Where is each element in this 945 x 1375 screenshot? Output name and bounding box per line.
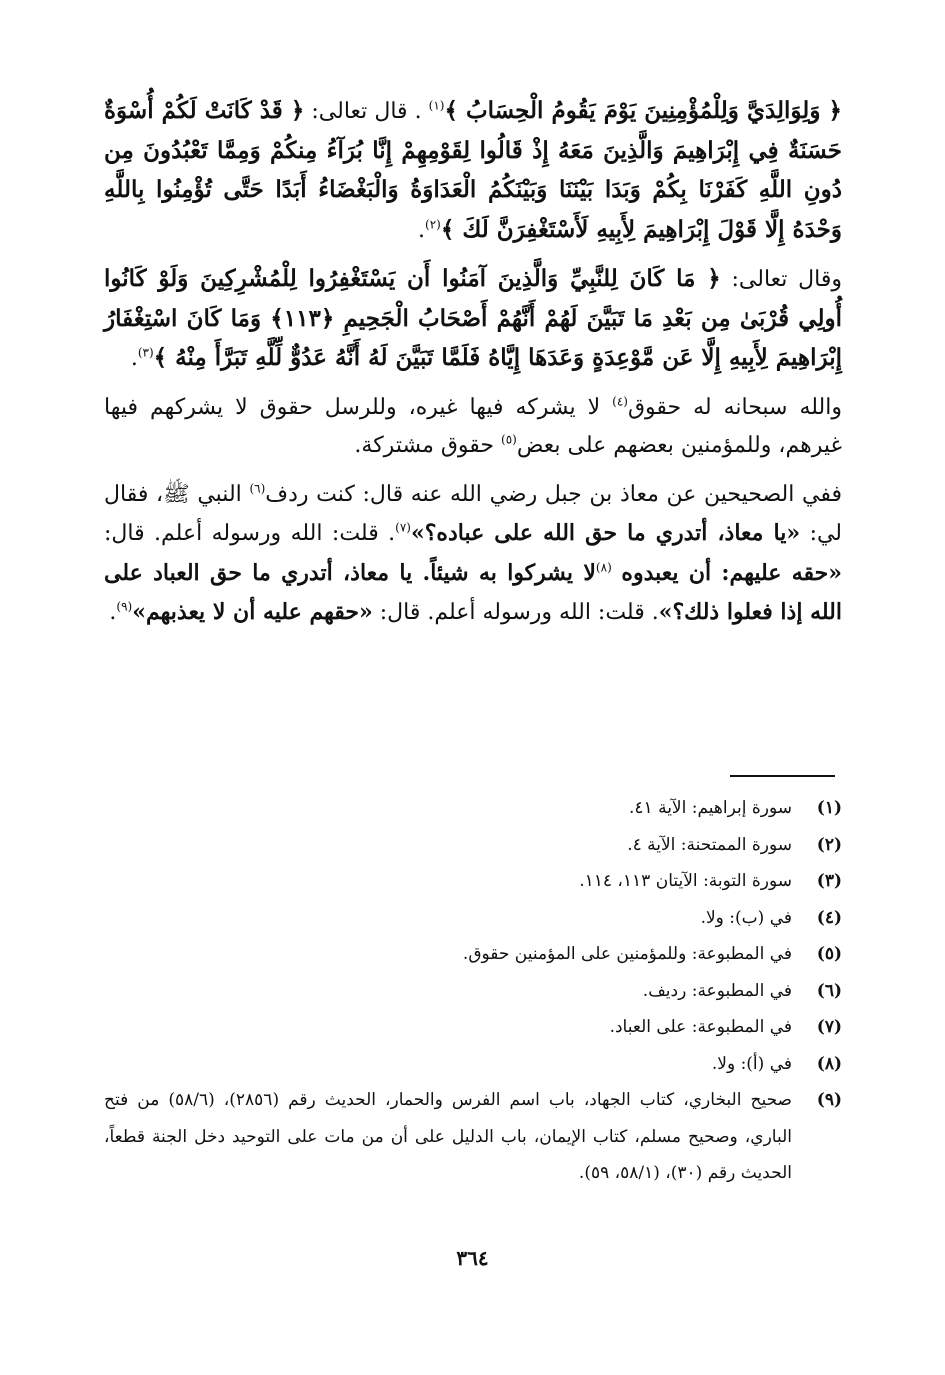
text: النبي ﷺ، فقال لي: bbox=[104, 481, 843, 546]
page-number: ٣٦٤ bbox=[456, 1246, 489, 1270]
footnote-ref: (٢) bbox=[425, 217, 441, 232]
text: . bbox=[109, 600, 117, 625]
text: وقال تعالى: bbox=[731, 267, 842, 292]
footnote-ref: (٤) bbox=[612, 394, 628, 409]
main-text bbox=[104, 92, 842, 633]
footnote-ref: (٨) bbox=[595, 560, 612, 575]
footnote-number: (٣) bbox=[816, 871, 842, 891]
text: لا يشركه فيها غيره، وللرسل حقوق لا يشركهم فيها غيرهم، وللمؤمنين بعضهم على بعض bbox=[104, 394, 842, 458]
footnote-item bbox=[104, 1082, 842, 1192]
footnote-number: (٩) bbox=[816, 1090, 842, 1110]
footnote-ref: (٣) bbox=[137, 345, 154, 360]
footnote-item bbox=[104, 790, 842, 827]
text: . bbox=[418, 217, 426, 243]
footnote-item bbox=[104, 863, 842, 900]
text: والله سبحانه له حقوق bbox=[627, 394, 842, 420]
footnote-text: في (أ): ولا. bbox=[711, 1053, 792, 1074]
footnote-text: في المطبوعة: على العباد. bbox=[609, 1017, 792, 1037]
text: حقوق مشتركة. bbox=[354, 433, 495, 458]
quran-verse: ﴿ مَا كَانَ لِلنَّبِيِّ وَالَّذِينَ آمَنُوا أَن يَسْتَغْفِرُوا لِلْمُشْرِكِينَ وَلَوْ كَانُوا أُولِي قُرْبَىٰ مِن بَعْدِ مَا تَبَيَّنَ لَهُمْ أَنَّهُمْ أَصْحَابُ الْجَحِيمِ ﴿١١٣﴾ وَمَا كَانَ اسْتِغْفَارُ إِبْرَاهِيمَ لِأَبِيهِ إِلَّا عَن مَّوْعِدَةٍ وَعَدَهَا إِيَّاهُ فَلَمَّا تَبَيَّنَ لَهُ أَنَّهُ عَدُوٌّ لِّلَّهِ تَبَرَّأَ مِنْهُ ﴾ bbox=[104, 265, 842, 371]
footnote-ref: (٧) bbox=[395, 520, 411, 535]
footnote-text: سورة الممتحنة: الآية ٤. bbox=[627, 834, 792, 855]
footnote-item bbox=[104, 1046, 842, 1083]
footnote-text: في المطبوعة: رديف. bbox=[642, 980, 792, 1001]
footnote-number: (١) bbox=[816, 798, 842, 818]
hadith-quote: لا يشركوا به شيئاً. يا معاذ، أتدري ما حق العباد على الله إذا فعلوا ذلك؟» bbox=[104, 559, 842, 625]
footnote-number: (٤) bbox=[816, 907, 842, 928]
footnote-number: (٦) bbox=[816, 980, 842, 1001]
footnote-number: (٢) bbox=[816, 834, 842, 855]
quran-verse: ﴿ وَلِوَالِدَيَّ وَلِلْمُؤْمِنِينَ يَوْمَ يَقُومُ الْحِسَابُ ﴾ bbox=[444, 97, 842, 124]
footnote-number: (٥) bbox=[816, 944, 842, 964]
footnote-text: صحيح البخاري، كتاب الجهاد، باب اسم الفرس والحمار، الحديث رقم (٢٨٥٦)، (٥٨/٦) من فتح الباري، وصحيح مسلم، كتاب الإيمان، باب الدليل على أن من مات على التوحيد دخل الجنة قطعاً، الحديث رقم (٣٠)، (٥٨/١، ٥٩). bbox=[104, 1090, 792, 1183]
footnote-item bbox=[104, 1009, 842, 1046]
footnote-item bbox=[104, 827, 842, 864]
footnotes bbox=[104, 790, 842, 1192]
footnote-ref: (١) bbox=[428, 98, 445, 113]
text: . bbox=[130, 346, 138, 371]
footnote-item bbox=[104, 973, 842, 1010]
footnote-ref: (٥) bbox=[501, 432, 517, 447]
text: . قلت: الله ورسوله أعلم. قال: bbox=[379, 600, 659, 625]
footnote-text: في المطبوعة: وللمؤمنين على المؤمنين حقوق. bbox=[462, 944, 792, 964]
paragraph-3 bbox=[104, 389, 842, 466]
footnote-text: في (ب): ولا. bbox=[700, 907, 792, 928]
footnote-item bbox=[104, 936, 842, 973]
footnote-number: (٨) bbox=[816, 1053, 842, 1074]
hadith-quote: «يا معاذ، أتدري ما حق الله على عباده؟» bbox=[410, 520, 801, 546]
paragraph-1 bbox=[104, 92, 842, 250]
footnote-number: (٧) bbox=[816, 1017, 842, 1037]
hadith-quote: «حقهم عليه أن لا يعذبهم» bbox=[132, 599, 373, 625]
quran-verse: ﴿ قَدْ كَانَتْ لَكُمْ أُسْوَةٌ حَسَنَةٌ فِي إِبْرَاهِيمَ وَالَّذِينَ مَعَهُ إِذْ قَالُوا لِقَوْمِهِمْ إِنَّا بُرَآءُ مِنكُمْ وَمِمَّا تَعْبُدُونَ مِن دُونِ اللَّهِ كَفَرْنَا بِكُمْ وَبَدَا بَيْنَنَا وَبَيْنَكُمُ الْعَدَاوَةُ وَالْبَغْضَاءُ أَبَدًا حَتَّى تُؤْمِنُوا بِاللَّهِ وَحْدَهُ إِلَّا قَوْلَ إِبْرَاهِيمَ لِأَبِيهِ لَأَسْتَغْفِرَنَّ لَكَ ﴾ bbox=[104, 97, 842, 243]
text: . قال تعالى: bbox=[311, 99, 422, 124]
footnote-item bbox=[104, 900, 842, 937]
paragraph-2 bbox=[104, 260, 842, 379]
paragraph-4 bbox=[104, 476, 842, 633]
footnote-ref: (٩) bbox=[116, 599, 133, 614]
text: ففي الصحيحين عن معاذ بن جبل رضي الله عنه قال: كنت ردف bbox=[265, 481, 843, 507]
footnote-text: سورة إبراهيم: الآية ٤١. bbox=[629, 798, 792, 818]
footnote-separator bbox=[730, 775, 835, 777]
text: . قلت: الله ورسوله أعلم. قال: bbox=[104, 521, 396, 546]
hadith-quote: «حقه عليهم: أن يعبدوه bbox=[621, 559, 842, 586]
footnote-ref: (٦) bbox=[249, 481, 266, 496]
footnote-text: سورة التوبة: الآيتان ١١٣، ١١٤. bbox=[579, 871, 792, 891]
